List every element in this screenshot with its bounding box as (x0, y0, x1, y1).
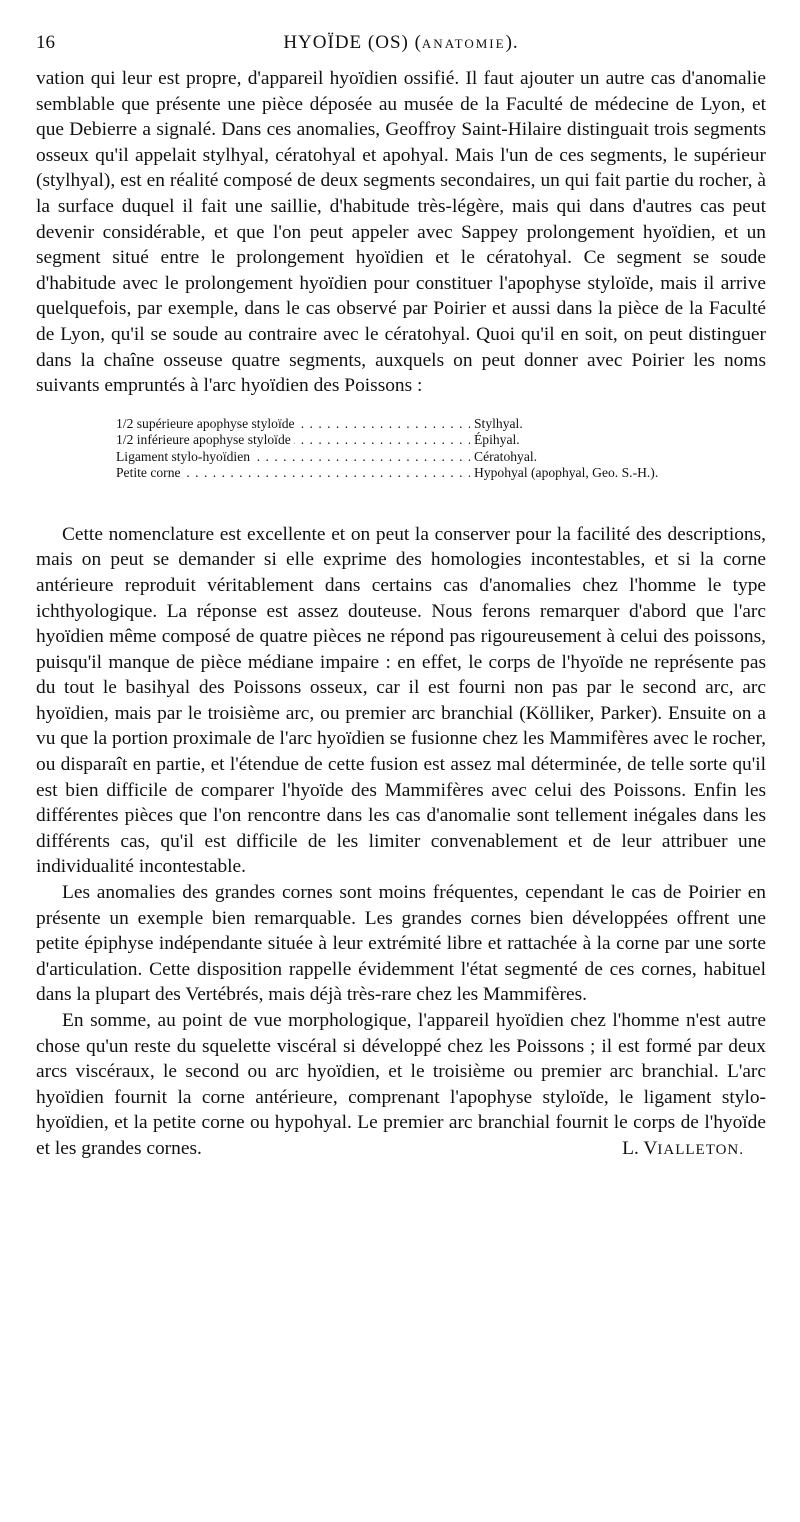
table-name: Cératohyal. (474, 448, 538, 464)
table-row (116, 416, 716, 433)
paragraph-2: Cette nomenclature est excellente et on peut la conserver pour la facilité des descriptions, mais on peut se demander si elle exprime des homologies incontestables, et si la corne antérieure reproduit véritablement dans certains cas d'anomalies chez l'homme le type ichthyologique. La réponse est assez douteuse. Nous ferons remarquer d'abord que l'arc hyoïdien même composé de quatre pièces ne répond pas rigoureusement à celui des poissons, puisqu'il manque de pièce médiane impaire : en effet, le corps de l'hyoïde ne représente pas du tout le basihyal des Poissons osseux, car il est fourni non pas par le second arc, arc hyoïdien, mais par le troisième arc, ou premier arc branchial (Kölliker, Parker). Ensuite on a vu que la portion proximale de l'arc hyoïdien se fusionne chez les Mammifères avec le rocher, ou disparaît en partie, et l'étendue de cette fusion est assez mal déterminée, de telle sorte qu'il est bien difficile de comparer l'hyoïde des Mammifères avec celui des Poissons. Enfin les différentes pièces que l'on rencontre dans les cas d'anomalie sont tellement inégales dans les différents cas, qu'il est difficile de les limiter convenablement et de leur attribuer une individualité incontestable. (36, 523, 766, 878)
paragraph-4-text: En somme, au point de vue morphologique, l'appareil hyoïdien chez l'homme n'est autre chose qu'un reste du squelette viscéral si développé chez les Poissons ; il est formé par deux arcs viscéraux, le second ou arc hyoïdien, et le troisième ou premier arc branchial. L'arc hyoïdien fournit la corne antérieure, comprenant l'apophyse styloïde, le ligament stylo-hyoïdien, et la petite corne ou hypohyal. Le premier arc branchial fournit le corps de l'hyoïde et les grandes cornes. (36, 1010, 766, 1159)
table-name: Hypohyal (apophyal, Geo. S.-H.). (474, 465, 659, 481)
table-term: 1/2 inférieure apophyse styloïde (116, 432, 294, 447)
document-page (36, 30, 766, 1164)
author-signature (596, 1136, 744, 1164)
table-name: Épihyal. (474, 432, 520, 448)
header-title-end: ). (505, 32, 519, 53)
paragraph-3: Les anomalies des grandes cornes sont moins fréquentes, cependant le cas de Poirier en présente un exemple bien remarquable. Les grandes cornes bien développées offrent une petite épiphyse indépendante située à leur extrémité libre et rattachée à la corne par une sorte d'articulation. Cette disposition rappelle évidemment l'état segmenté de ces cornes, habituel dans la plupart des Vertébrés, mais déjà très-rare chez les Mammifères. (36, 882, 766, 1006)
paragraph-4 (36, 1008, 766, 1162)
header-title-small-caps: ANATOMIE (421, 36, 506, 51)
table-term-cell (116, 432, 470, 449)
signature-initial: L. V (622, 1137, 658, 1159)
nomenclature-table (116, 416, 716, 482)
table-row (116, 432, 716, 449)
table-term: Petite corne (116, 465, 184, 480)
paragraph-1: vation qui leur est propre, d'appareil hyoïdien ossifié. Il faut ajouter un autre cas d'anomalie semblable que présente une pièce déposée au musée de la Faculté de médecine de Lyon, et que Debierre a signalé. Dans ces anomalies, Geoffroy Saint-Hilaire distinguait trois segments osseux qu'il appelait stylhyal, cératohyal et apohyal. Mais l'un de ces segments, le supérieur (stylhyal), est en réalité composé de deux segments secondaires, un qui fait partie du rocher, à la surface duquel il fait une saillie, d'habitude très-légère, mais qui dans d'autres cas peut devenir considérable, et que l'on peut appeler avec Sappey prolongement hyoïdien, et un segment situé entre le prolongement hyoïdien et le cératohyal. Ce segment se soude d'habitude avec le prolongement hyoïdien pour constituer l'apophyse styloïde, mais il arrive quelquefois, par exemple, dans le cas observé par Poirier et aussi dans la pièce de la Faculté de Lyon, qu'il se soude au contraire avec le cératohyal. Quoi qu'il en soit, on peut distinguer dans la chaîne osseuse quatre segments, auxquels on peut donner avec Poirier les noms suivants empruntés à l'arc hyoïdien des Poissons : (36, 68, 766, 397)
table-row (116, 449, 716, 466)
table-term: Ligament stylo-hyoïdien (116, 449, 253, 464)
table-name: Stylhyal. (474, 415, 523, 431)
table-term-cell (116, 416, 470, 433)
signature-small-caps: IALLETON. (657, 1141, 744, 1158)
body-text (36, 66, 766, 1164)
table-term: 1/2 supérieure apophyse styloïde (116, 416, 298, 431)
table-row (116, 465, 716, 482)
table-term-cell (116, 449, 470, 466)
header-title (36, 30, 766, 57)
after-table-section (36, 522, 766, 1164)
page-number: 16 (36, 32, 55, 53)
header-title-main: HYOÏDE (OS) ( (283, 32, 422, 53)
table-term-cell (116, 465, 470, 482)
running-head (36, 30, 766, 56)
